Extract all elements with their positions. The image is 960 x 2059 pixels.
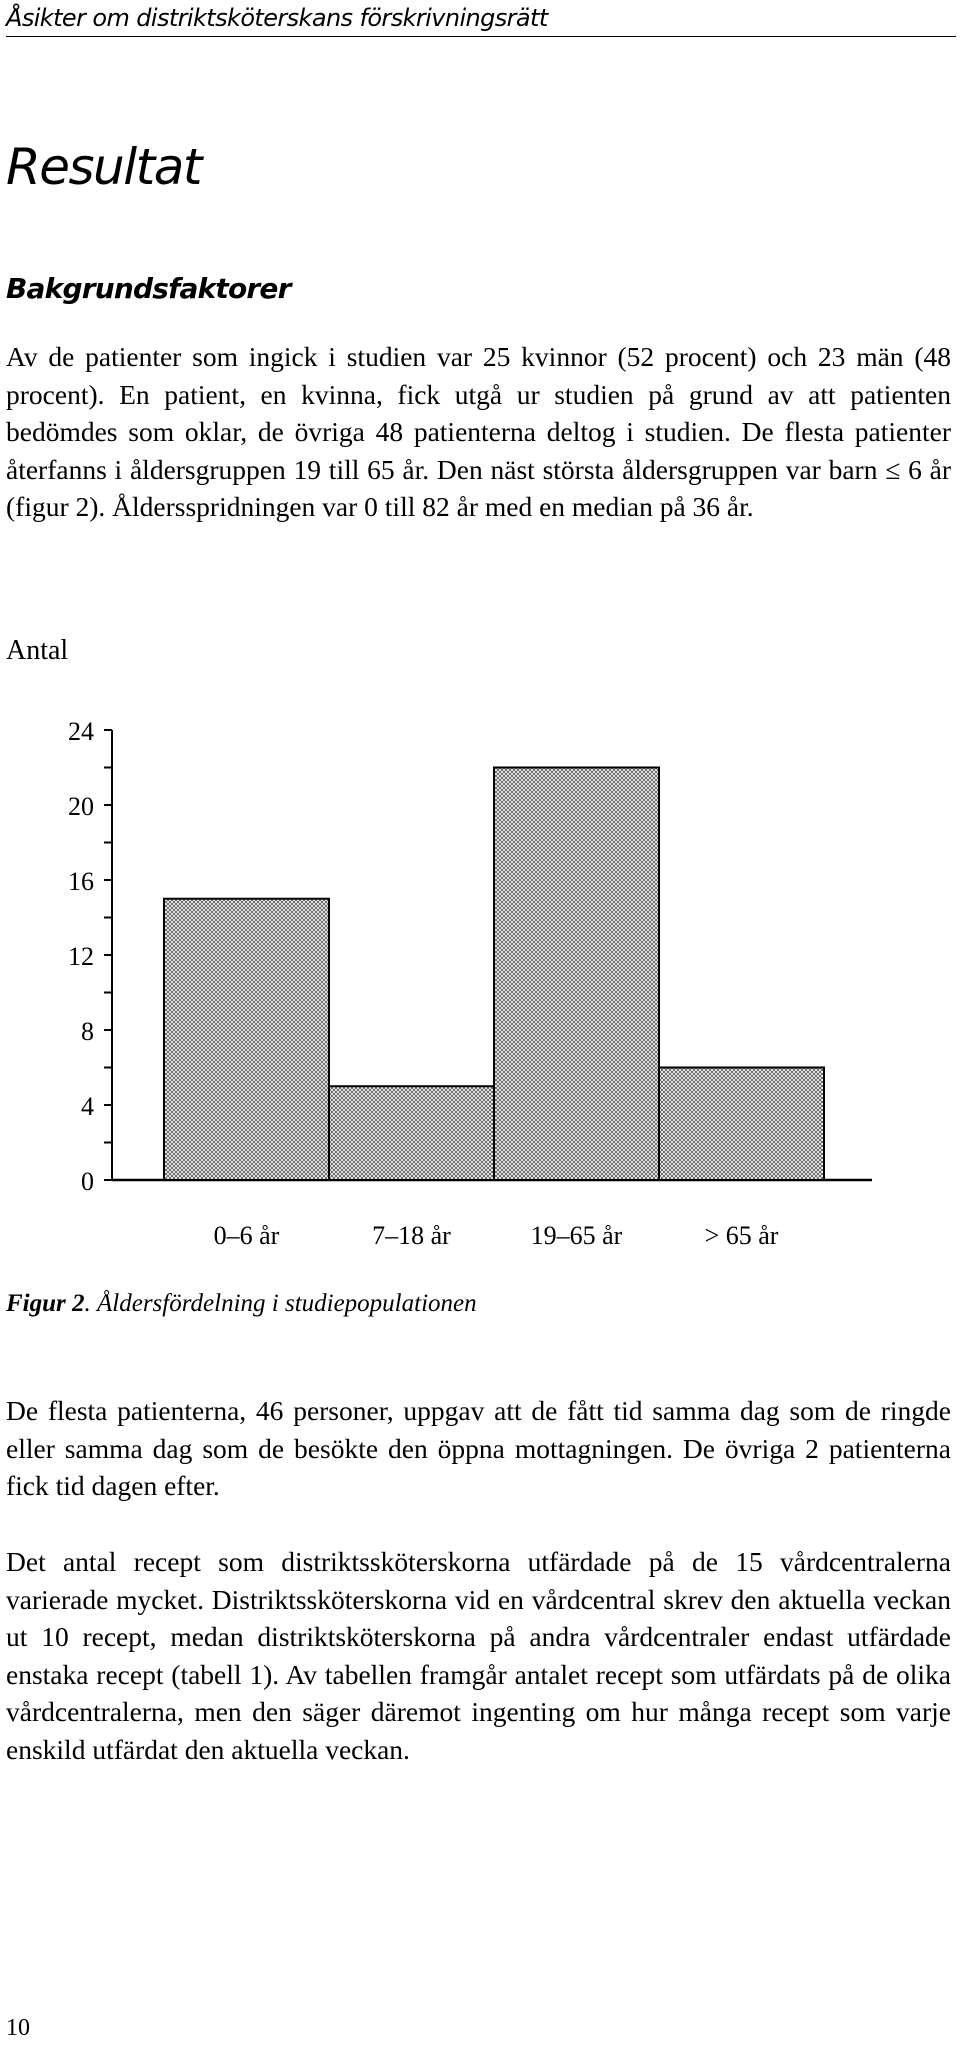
x-tick-label: 0–6 år xyxy=(213,1221,280,1250)
y-tick-label: 16 xyxy=(68,867,94,896)
x-tick-label: 19–65 år xyxy=(530,1221,623,1250)
paragraph-prescriptions: Det antal recept som distriktssköterskorna utfärdade på de 15 vårdcentralerna varierade mycket. Distriktssköterskorna vid en vårdcentral skrev den aktuella veckan ut 10 recept, medan distriktsköterskorna på andra vårdcentraler endast utfärdade enstaka recept (tabell 1). Av tabellen framgår antalet recept som utfärdats på de olika vårdcentralerna, men den säger däremot ingenting om hur många recept som varje enskild utfärdat den aktuella veckan. xyxy=(6,1546,951,1765)
chart-svg xyxy=(0,620,960,1260)
bar xyxy=(494,768,659,1181)
y-tick-label: 24 xyxy=(68,717,94,746)
figure-caption xyxy=(6,1290,477,1318)
y-tick-label: 12 xyxy=(68,942,94,971)
section-heading: Resultat xyxy=(6,138,201,196)
bar xyxy=(329,1086,494,1180)
y-tick-label: 0 xyxy=(81,1167,94,1196)
y-axis-label: Antal xyxy=(6,635,69,666)
y-tick-label: 20 xyxy=(68,792,94,821)
page-number: 10 xyxy=(6,2015,30,2041)
x-tick-label: > 65 år xyxy=(704,1221,779,1250)
paragraph-background: Av de patienter som ingick i studien var 25 kvinnor (52 procent) och 23 män (48 procent). En patient, en kvinna, fick utgå ur studien på grund av att patienten bedömdes som oklar, de övriga 48 patienterna deltog i studien. De flesta patienter återfanns i åldersgruppen 19 till 65 år. Den näst största åldersgruppen var barn ≤ 6 år (figur 2). Åldersspridningen var 0 till 82 år med en median på 36 år. xyxy=(6,341,951,523)
running-head: Åsikter om distriktsköterskans förskrivningsrätt xyxy=(6,4,956,37)
y-tick-label: 8 xyxy=(81,1017,94,1046)
age-distribution-chart xyxy=(0,620,960,1260)
paragraph-appointments: De flesta patienterna, 46 personer, uppgav att de fått tid samma dag som de ringde eller samma dag som de besökte den öppna mottagningen. De övriga 2 patienterna fick tid dagen efter. xyxy=(6,1395,951,1502)
x-tick-label: 7–18 år xyxy=(372,1221,451,1250)
figure-caption-text: . Åldersfördelning i studiepopulationen xyxy=(84,1290,477,1317)
subsection-heading: Bakgrundsfaktorer xyxy=(6,272,291,305)
bar xyxy=(164,899,329,1180)
figure-caption-lead: Figur 2 xyxy=(6,1290,85,1317)
y-tick-label: 4 xyxy=(81,1092,94,1121)
bar xyxy=(659,1068,824,1181)
